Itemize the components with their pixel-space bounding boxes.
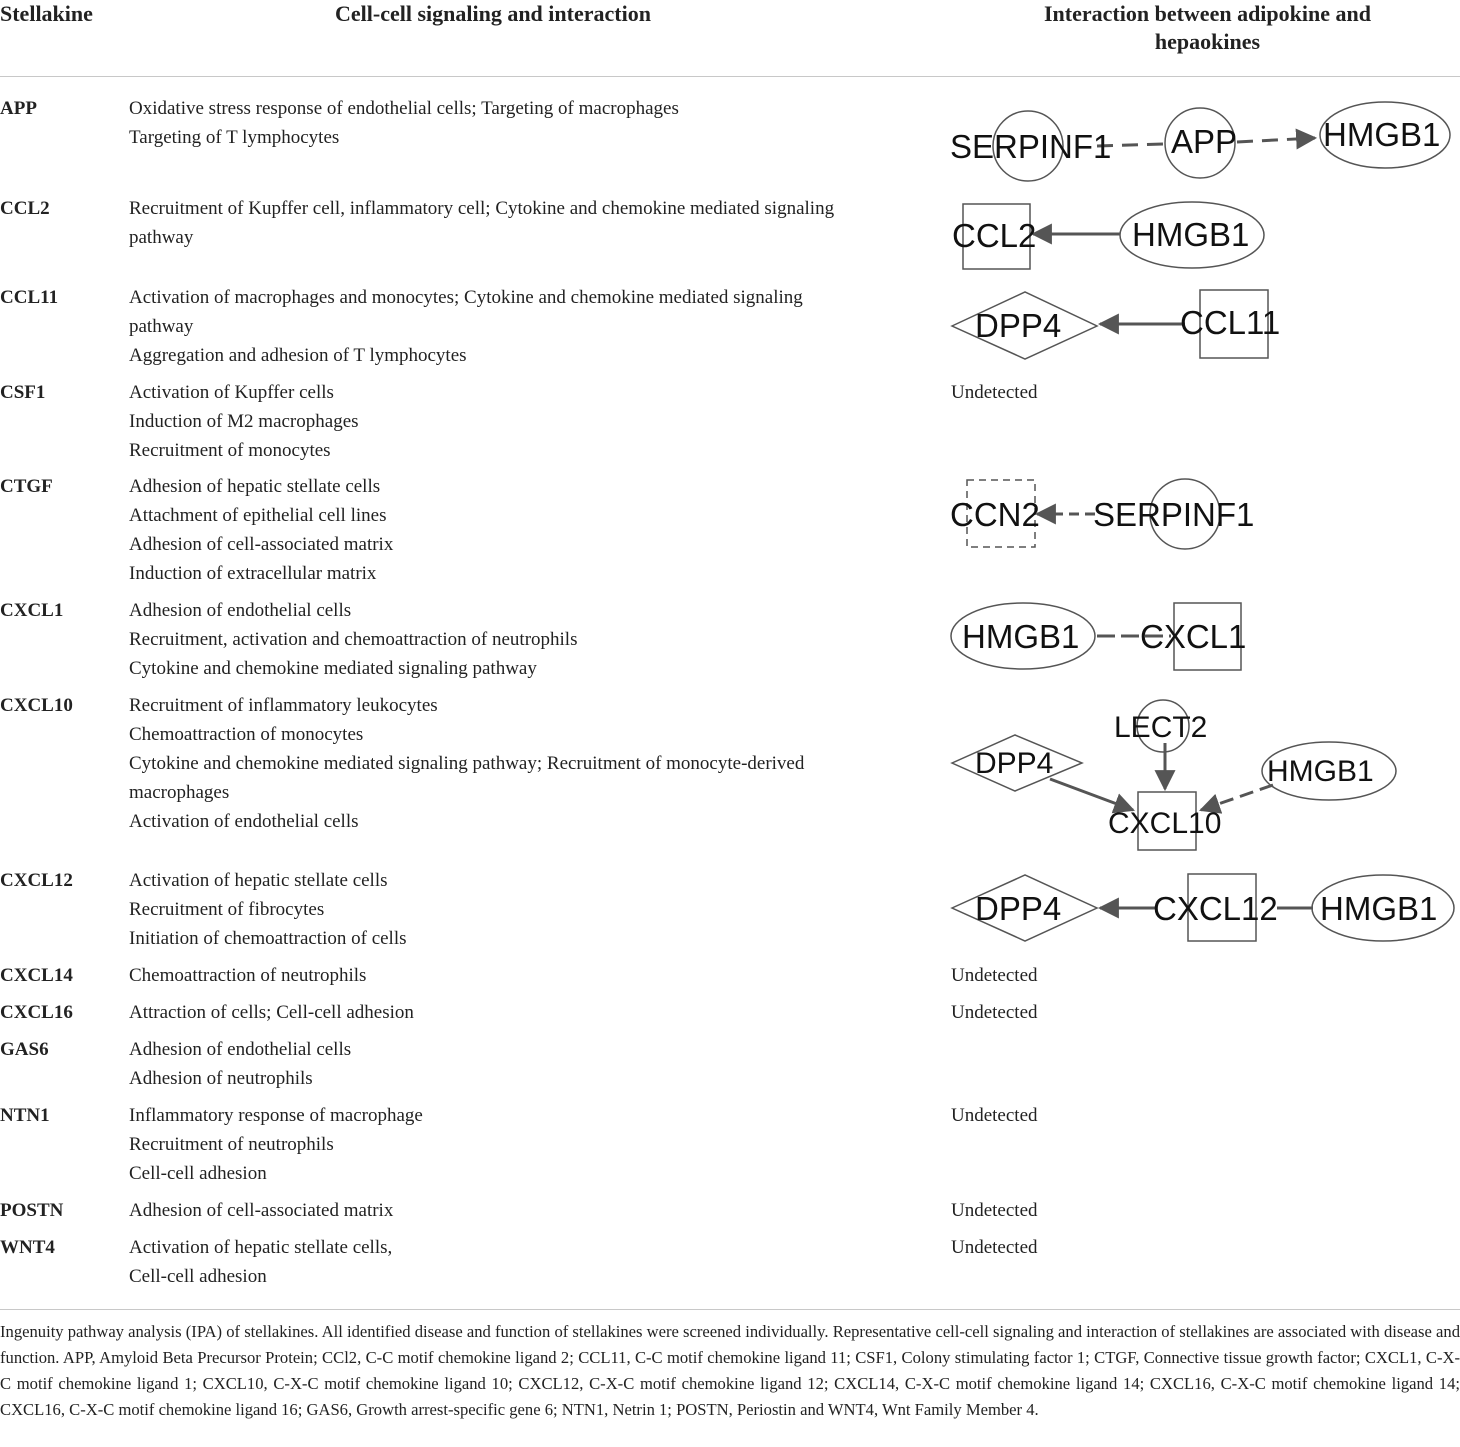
row-functions-csf1: Activation of Kupffer cells Induction of M2 macrophages Recruitment of monocytes [129,382,359,461]
row-functions-ntn1: Inflammatory response of macrophage Recruitment of neutrophils Cell-cell adhesion [129,1105,423,1184]
node-label-lect2: LECT2 [1114,711,1208,744]
network-app [945,96,1460,188]
node-label-hmgb1: HMGB1 [962,618,1080,655]
row-functions-cxcl12: Activation of hepatic stellate cells Recruitment of fibrocytes Initiation of chemoattraction of cells [129,870,407,949]
node-label-cxcl1: CXCL1 [1140,618,1247,655]
row-name-ntn1: NTN1 [0,1105,50,1126]
row-functions-postn: Adhesion of cell-associated matrix [129,1200,394,1221]
edge-app-hmgb1 [1237,138,1315,142]
row-name-cxcl1: CXCL1 [0,600,64,621]
edge-dpp4-cxcl10 [1050,779,1133,810]
row-functions-cxcl1: Adhesion of endothelial cells Recruitment, activation and chemoattraction of neutrophils Cytokine and chemokine mediated signaling pathway [129,600,578,679]
network-ccl11 [945,286,1295,366]
network-cxcl10 [945,693,1415,858]
node-label-hmgb1: HMGB1 [1267,755,1374,788]
table-footnote: Ingenuity pathway analysis (IPA) of stellakines. All identified disease and function of stellakines were screened individually. Representative cell-cell signaling and interaction of stellakines are associated with disease and function. APP, Amyloid Beta Precursor Protein; CCl2, C-C motif chemokine ligand 2; CCL11, C-C motif chemokine ligand 11; CSF1, Colony stimulating factor 1; CTGF, Connective tissue growth factor; CXCL1, C-X-C motif chemokine ligand 1; CXCL10, C-X-C motif chemokine ligand 10; CXCL12, C-X-C motif chemokine ligand 12; CXCL14, C-X-C motif chemokine ligand 14; CXCL16, C-X-C motif chemokine ligand 14; CXCL16, C-X-C motif chemokine ligand 16; GAS6, Growth arrest-specific gene 6; NTN1, Netrin 1; POSTN, Periostin and WNT4, Wnt Family Member 4. [0,1322,1460,1419]
row-name-cxcl14: CXCL14 [0,965,73,986]
row-interaction-csf1: Undetected [951,382,1038,403]
row-functions-ctgf: Adhesion of hepatic stellate cells Attachment of epithelial cell lines Adhesion of cell-associated matrix Induction of extracellular matrix [129,476,394,584]
row-name-csf1: CSF1 [0,382,46,403]
row-functions-ccl11: Activation of macrophages and monocytes; Cytokine and chemokine mediated signaling pathway Aggregation and adhesion of T lymphocytes [129,287,803,366]
node-label-ccl11: CCL11 [1180,304,1281,341]
node-label-app: APP [1171,123,1238,160]
row-functions-gas6: Adhesion of endothelial cells Adhesion of neutrophils [129,1039,352,1089]
row-functions-ccl2: Recruitment of Kupffer cell, inflammatory cell; Cytokine and chemokine mediated signaling pathway [129,198,835,248]
row-name-wnt4: WNT4 [0,1237,55,1258]
row-functions-wnt4: Activation of hepatic stellate cells, Cell-cell adhesion [129,1237,393,1287]
row-name-cxcl10: CXCL10 [0,695,73,716]
row-name-ccl11: CCL11 [0,287,59,308]
header-interaction: Interaction between adipokine and hepaokines [1044,1,1371,54]
row-functions-app: Oxidative stress response of endothelial cells; Targeting of macrophages Targeting of T lymphocytes [129,98,679,148]
node-label-cxcl10: CXCL10 [1108,807,1222,840]
network-cxcl1 [945,598,1285,678]
node-label-serpinf1: SERPINF1 [950,128,1112,165]
row-functions-cxcl16: Attraction of cells; Cell-cell adhesion [129,1002,414,1023]
row-interaction-ntn1: Undetected [951,1105,1038,1126]
row-functions-cxcl10: Recruitment of inflammatory leukocytes Chemoattraction of monocytes Cytokine and chemokine mediated signaling pathway; Recruitment of monocyte-derived macrophages Activation of endothelial cells [129,695,805,832]
row-functions-cxcl14: Chemoattraction of neutrophils [129,965,367,986]
row-name-cxcl12: CXCL12 [0,870,73,891]
row-name-postn: POSTN [0,1200,64,1221]
row-name-app: APP [0,98,37,119]
header-stellakine: Stellakine [0,1,93,26]
row-name-ccl2: CCL2 [0,198,50,219]
row-name-ctgf: CTGF [0,476,53,497]
node-label-hmgb1: HMGB1 [1132,216,1250,253]
node-label-ccl2: CCL2 [952,217,1037,254]
row-interaction-cxcl14: Undetected [951,965,1038,986]
row-interaction-cxcl16: Undetected [951,1002,1038,1023]
node-label-dpp4: DPP4 [975,747,1054,780]
row-name-cxcl16: CXCL16 [0,1002,73,1023]
node-label-ccn2: CCN2 [950,496,1040,533]
node-label-dpp4: DPP4 [975,890,1062,927]
header-signaling: Cell-cell signaling and interaction [335,1,651,26]
node-label-hmgb1: HMGB1 [1320,890,1438,927]
row-interaction-wnt4: Undetected [951,1237,1038,1258]
table-bottom-rule [0,1309,1460,1310]
node-label-hmgb1: HMGB1 [1323,116,1441,153]
node-label-cxcl12: CXCL12 [1153,890,1278,927]
network-cxcl12 [945,870,1455,950]
row-name-gas6: GAS6 [0,1039,49,1060]
network-ctgf [945,474,1285,554]
row-interaction-postn: Undetected [951,1200,1038,1221]
node-label-serpinf1: SERPINF1 [1093,496,1255,533]
network-ccl2 [945,196,1285,276]
header-rule [0,76,1460,77]
node-label-dpp4: DPP4 [975,307,1062,344]
